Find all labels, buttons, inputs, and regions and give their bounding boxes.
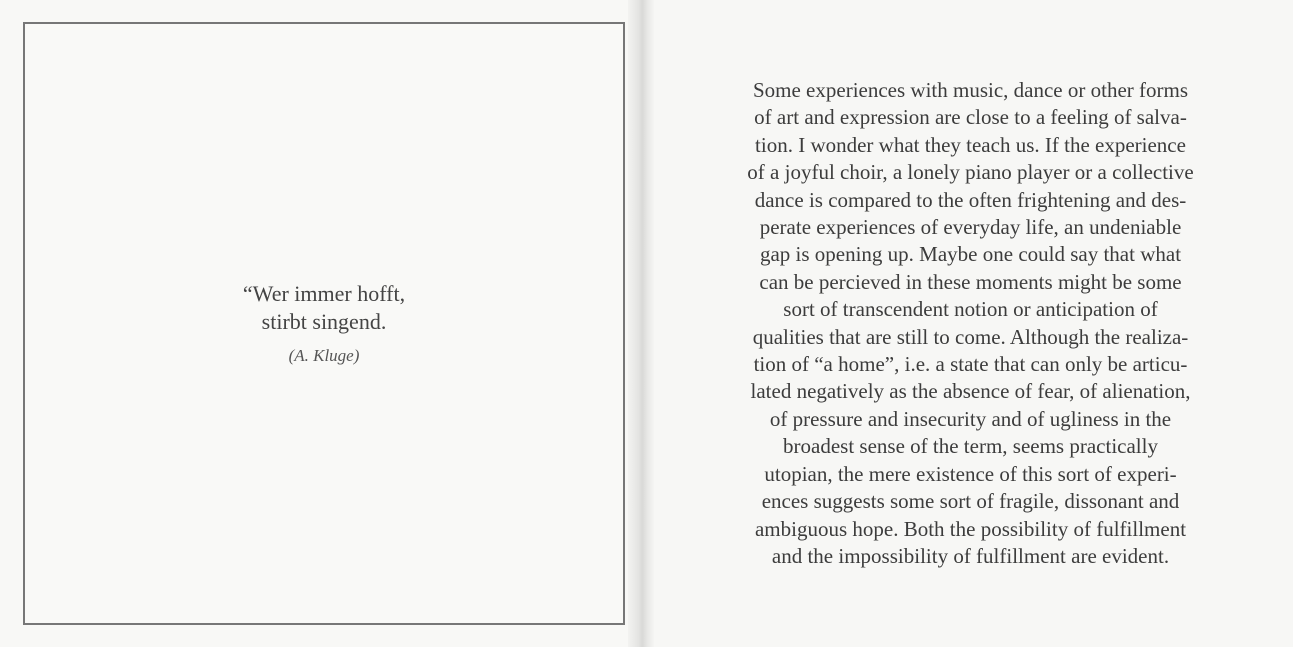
text-line: gap is opening up. Maybe one could say that what <box>759 242 1182 267</box>
quote-line: “Wer immer hofft, <box>242 281 406 306</box>
text-line: broadest sense of the term, seems practically <box>783 434 1158 459</box>
book-gutter <box>628 0 654 647</box>
text-line: of art and expression are close to a feeling of salva- <box>754 105 1187 130</box>
text-line: Some experiences with music, dance or other forms <box>752 78 1189 102</box>
text-line: ambiguous hope. Both the possibility of fulfillment <box>754 516 1187 541</box>
text-line: tion. I wonder what they teach us. If the experience <box>755 132 1186 157</box>
body-paragraph <box>718 77 1223 570</box>
text-line: of pressure and insecurity and of ugliness in the <box>769 406 1172 431</box>
text-line: and the impossibility of fulfillment are evident. <box>771 543 1170 568</box>
text-line: perate experiences of everyday life, an undeniable <box>759 215 1182 240</box>
quote-attribution: (A. Kluge) <box>288 346 360 365</box>
text-line: qualities that are still to come. Although the realiza- <box>752 324 1189 349</box>
quote-frame <box>23 22 625 625</box>
text-line: utopian, the mere existence of this sort of experi- <box>764 461 1177 486</box>
text-line: tion of “a home”, i.e. a state that can only be articu- <box>753 352 1188 377</box>
quote-block <box>25 280 623 366</box>
text-line: sort of transcendent notion or anticipation of <box>783 297 1158 322</box>
text-line: can be percieved in these moments might be some <box>759 269 1182 294</box>
left-page <box>0 0 640 647</box>
text-line: dance is compared to the often frightening and des- <box>754 187 1187 212</box>
text-line: ences suggests some sort of fragile, dissonant and <box>761 489 1180 514</box>
text-line: of a joyful choir, a lonely piano player or a collective <box>747 160 1194 185</box>
text-line: lated negatively as the absence of fear, of alienation, <box>750 379 1191 404</box>
quote-line: stirbt singend. <box>261 309 387 334</box>
